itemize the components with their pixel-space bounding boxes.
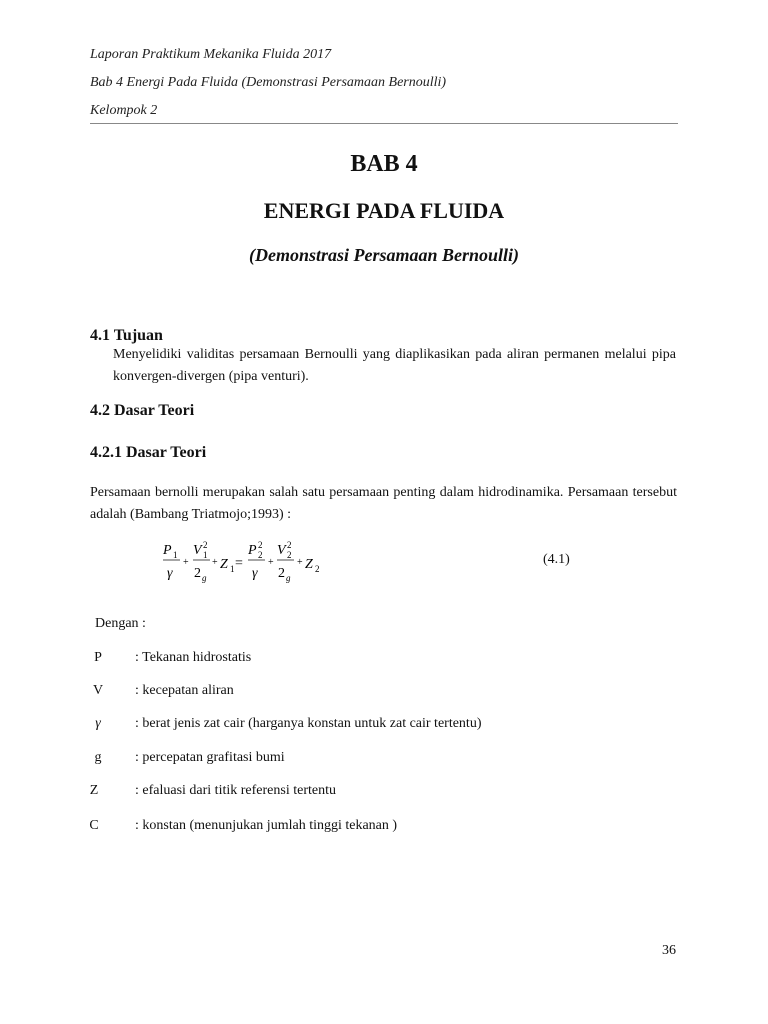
eq-v2-sub: 2 [287,550,292,560]
eq-p1: P [163,543,172,558]
running-header-line-1: Laporan Praktikum Mekanika Fluida 2017 [90,47,332,62]
equation-number: (4.1) [543,552,570,567]
eq-plus-4: + [297,557,303,568]
running-header-line-3: Kelompok 2 [90,103,158,118]
chapter-subtitle: (Demonstrasi Persamaan Bernoulli) [248,245,520,265]
page-number: 36 [662,943,676,958]
eq-v1-sub: 1 [203,550,208,560]
legend-symbol-c: C [89,818,99,833]
eq-v2-sq: 2 [287,540,292,550]
legend-symbol-gamma: γ [95,716,101,731]
eq-z2-sub: 2 [315,564,320,574]
legend-symbol-z: Z [89,783,99,798]
eq-2g-2-sub: g [286,573,291,583]
eq-z2: Z [305,557,313,572]
header-rule [90,123,678,124]
chapter-label: BAB 4 [350,151,418,177]
eq-z1: Z [220,557,228,572]
section-tujuan-heading: 4.1 Tujuan [90,327,163,344]
eq-v1: V [193,543,202,558]
subsection-dasar-heading: 4.2.1 Dasar Teori [90,444,207,461]
eq-p2-sub: 2 [258,550,263,560]
legend-def-c: : konstan (menunjukan jumlah tinggi tekanan ) [135,818,398,833]
legend-symbol-g: g [94,750,102,765]
section-dasar-text: Persamaan bernolli merupakan salah satu persamaan penting dalam hidrodinamika. Persamaan tersebut adalah (Bambang Triatmojo;1993) : [90,485,677,522]
eq-gamma-1: γ [167,566,173,581]
legend-def-z: : efaluasi dari titik referensi tertentu [135,783,336,798]
running-header-line-2: Bab 4 Energi Pada Fluida (Demonstrasi Persamaan Bernoulli) [90,75,447,90]
eq-2g-2: 2 [278,566,285,581]
eq-plus-3: + [268,557,274,568]
eq-p2-sq: 2 [258,540,263,550]
eq-p2: P [248,543,257,558]
eq-v2: V [277,543,286,558]
legend-def-gamma: : berat jenis zat cair (harganya konstan untuk zat cair tertentu) [135,716,482,731]
legend-def-p: : Tekanan hidrostatis [135,650,252,665]
legend-intro: Dengan : [95,616,146,631]
section-tujuan-text: Menyelidiki validitas persamaan Bernoulli yang diaplikasikan pada aliran permanen melalui pipa konvergen-divergen (pipa venturi). [113,347,676,384]
legend-symbol-v: V [92,683,104,698]
legend-def-v: : kecepatan aliran [135,683,234,698]
eq-2g-1-sub: g [202,573,207,583]
eq-gamma-2: γ [252,566,258,581]
eq-2g-1: 2 [194,566,201,581]
section-dasar-heading: 4.2 Dasar Teori [90,402,195,419]
chapter-title: ENERGI PADA FLUIDA [263,198,505,223]
eq-equals: = [235,556,243,571]
bernoulli-equation [150,530,350,590]
eq-v1-sq: 2 [203,540,208,550]
legend-def-g: : percepatan grafitasi bumi [135,750,285,765]
eq-z1-sub: 1 [230,564,235,574]
eq-p1-sub: 1 [173,550,178,560]
eq-plus-1: + [183,557,189,568]
legend-symbol-p: P [94,650,102,665]
eq-plus-2: + [212,557,218,568]
